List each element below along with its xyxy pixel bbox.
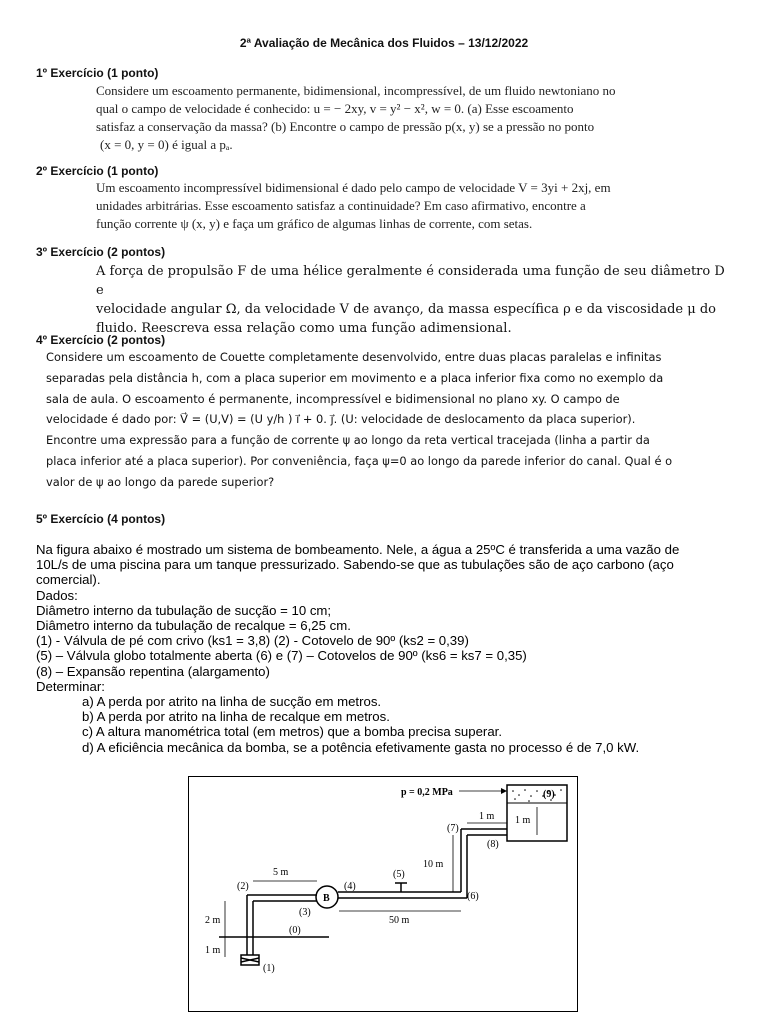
label-2: (2) [237,881,249,892]
ex5-text [36,542,736,755]
ex4-line: Considere um escoamento de Couette completamente desenvolvido, entre duas placas paralelas e infinitas [46,350,662,364]
ex4-line: sala de aula. O escoamento é permanente, incompressível e bidimensional no plano xy. O campo de [46,391,620,406]
label-7: (7) [447,823,459,834]
label-0: (0) [289,925,301,936]
ex4-line: velocidade é dado por: V⃗ = (U,V) = (U y/h ) i⃗ + 0. j⃗. (U: velocidade de deslocamento da placa superior). [46,412,636,427]
ex5-line: Dados: [36,587,78,603]
ex1-heading: 1º Exercício (1 ponto) [36,66,159,80]
ex2-line: função corrente ψ (x, y) e faça um gráfico de algumas linhas de corrente, com setas. [96,216,533,231]
ex3-line: fluido. Reescreva essa relação como uma função adimensional. [96,321,512,336]
label-6: (6) [467,891,479,902]
ex5-item-c: c) A altura manométrica total (em metros) que a bomba precisa superar. [82,724,502,740]
pumping-system-diagram [189,777,579,1013]
ex5-line: (5) – Válvula globo totalmente aberta (6) e (7) – Cotovelos de 90º (ks6 = ks7 = 0,35) [36,648,527,664]
ex3-heading: 3º Exercício (2 pontos) [36,245,166,259]
ex5-line: Na figura abaixo é mostrado um sistema de bombeamento. Nele, a água a 25ºC é transferida a uma vazão de [36,542,680,557]
ex2-line: unidades arbitrárias. Esse escoamento satisfaz a continuidade? Em caso afirmativo, encontre a [96,198,586,213]
pumping-system-figure [188,776,578,1012]
pressure-arrow-head [501,788,507,794]
label-5: (5) [393,869,405,880]
ex4-line: Encontre uma expressão para a função de corrente ψ ao longo da reta vertical tracejada (linha a partir da [46,433,650,448]
label-3: (3) [299,907,311,918]
dim-10m: 10 m [423,859,444,870]
ex3-line: velocidade angular Ω, da velocidade V de avanço, da massa específica ρ e da viscosidade μ do [96,302,716,317]
ex1-line: Considere um escoamento permanente, bidimensional, incompressível, de um fluido newtoniano no [96,83,616,98]
ex5-item-b: b) A perda por atrito na linha de recalque em metros. [82,709,390,725]
ex2-heading: 2º Exercício (1 ponto) [36,164,159,178]
ex5-line: Diâmetro interno da tubulação de sucção = 10 cm; [36,602,332,618]
ex5-line: Diâmetro interno da tubulação de recalque = 6,25 cm. [36,618,351,634]
ex5-line: comercial). [36,572,101,588]
label-4: (4) [344,881,356,892]
ex5-heading: 5º Exercício (4 pontos) [36,512,166,526]
ex1-text [96,82,656,154]
ex4-text [46,347,726,493]
ex5-line: 10L/s de uma piscina para um tanque pressurizado. Sabendo-se que as tubulações são de aço carbono (aço [36,557,674,573]
dim-1m-top: 1 m [479,811,495,822]
dim-1m-low: 1 m [205,945,221,956]
ex1-line: (x = 0, y = 0) é igual a pₐ. [100,137,233,152]
dim-2m: 2 m [205,915,221,926]
ex5-item-a: a) A perda por atrito na linha de sucção em metros. [82,694,382,710]
ex5-line: (8) – Expansão repentina (alargamento) [36,663,270,679]
ex4-line: placa inferior até a placa superior). Por conveniência, faça ψ=0 ao longo da parede inferior do canal. Qual é o [46,453,673,468]
ex3-line: A força de propulsão F de uma hélice geralmente é considerada uma função de seu diâmetro D e [96,264,725,298]
ex2-text [96,179,676,233]
ex4-line: separadas pela distância h, com a placa superior em movimento e a placa inferior fixa como no exemplo da [46,370,664,385]
ex4-line: valor de ψ ao longo da parede superior? [46,474,275,489]
ex4-heading: 4º Exercício (2 pontos) [36,333,166,347]
label-1: (1) [263,963,275,974]
ex5-line: (1) - Válvula de pé com crivo (ks1 = 3,8) (2) - Cotovelo de 90º (ks2 = 0,39) [36,633,469,649]
ex2-line: Um escoamento incompressível bidimensional é dado pelo campo de velocidade V = 3yi + 2xj, em [96,180,611,195]
label-9: (9) [543,789,555,800]
dim-1m-tank: 1 m [515,815,531,826]
ex5-item-d: d) A eficiência mecânica da bomba, se a potência efetivamente gasta no processo é de 7,0 kW. [82,739,640,755]
dim-50m: 50 m [389,915,410,926]
dim-5m: 5 m [273,867,289,878]
pressure-label: p = 0,2 MPa [401,787,453,798]
ex1-line: qual o campo de velocidade é conhecido: u = − 2xy, v = y² − x², w = 0. (a) Esse escoamento [96,101,574,116]
ex3-text [96,262,726,338]
label-8: (8) [487,839,499,850]
ex5-line: Determinar: [36,678,105,694]
pump-label: B [323,893,330,904]
exam-title: 2ª Avaliação de Mecânica dos Fluidos – 13/12/2022 [239,36,529,50]
ex1-line: satisfaz a conservação da massa? (b) Encontre o campo de pressão p(x, y) se a pressão no ponto [96,119,595,134]
